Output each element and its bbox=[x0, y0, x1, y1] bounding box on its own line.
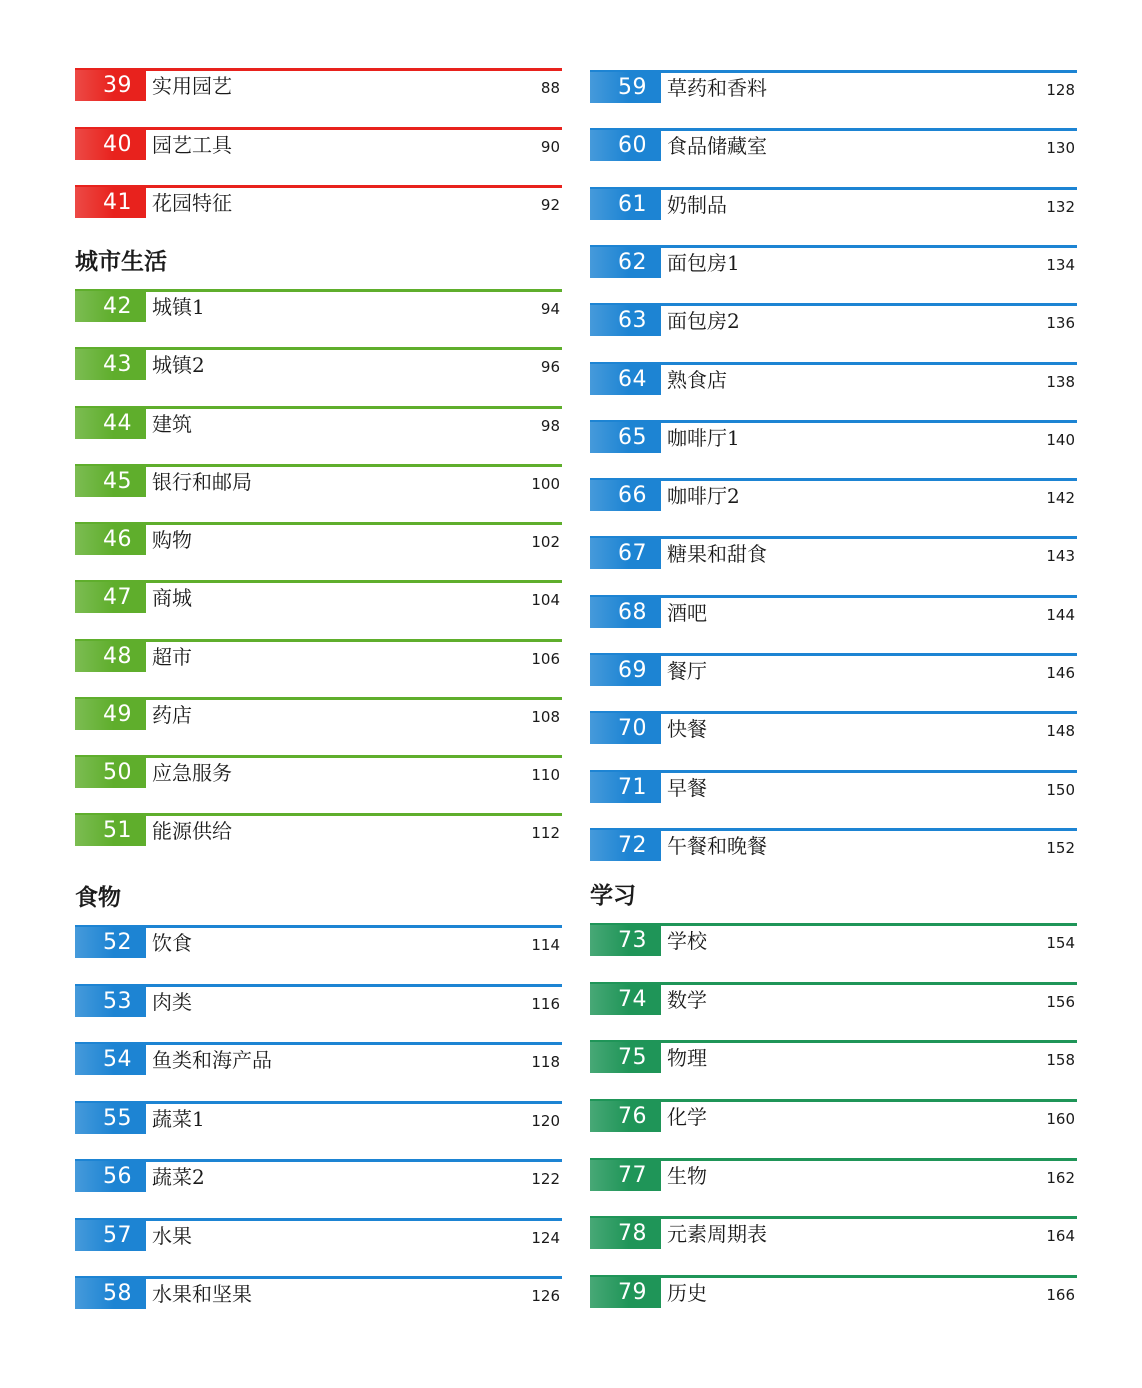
entry-rule-line bbox=[75, 289, 562, 292]
chapter-number-badge bbox=[590, 480, 661, 511]
entry-rule-line bbox=[590, 1275, 1077, 1278]
entry-title[interactable]: 酒吧 bbox=[667, 601, 707, 625]
entry-title[interactable]: 超市 bbox=[152, 645, 192, 669]
entry-title[interactable]: 鱼类和海产品 bbox=[152, 1048, 272, 1072]
entry-title[interactable]: 历史 bbox=[667, 1281, 707, 1305]
entry-title[interactable]: 药店 bbox=[152, 703, 192, 727]
entry-rule-line bbox=[75, 813, 562, 816]
chapter-number: 49 bbox=[103, 702, 132, 727]
chapter-number-badge bbox=[590, 1101, 661, 1132]
entry-title[interactable]: 城镇1 bbox=[152, 295, 205, 319]
entry-rule-line bbox=[590, 1040, 1077, 1043]
chapter-number: 42 bbox=[103, 294, 132, 319]
chapter-number: 62 bbox=[618, 250, 647, 275]
chapter-number: 78 bbox=[618, 1221, 647, 1246]
chapter-number: 68 bbox=[618, 600, 647, 625]
entry-title[interactable]: 银行和邮局 bbox=[152, 470, 252, 494]
toc-entry[interactable] bbox=[590, 536, 1077, 572]
chapter-number-badge bbox=[590, 713, 661, 744]
entry-rule-line bbox=[75, 406, 562, 409]
page-number: 132 bbox=[1046, 198, 1075, 216]
page-number: 112 bbox=[531, 824, 560, 842]
entry-rule-line bbox=[75, 580, 562, 583]
chapter-number: 59 bbox=[618, 75, 647, 100]
toc-entry[interactable] bbox=[75, 68, 562, 104]
toc-entry[interactable] bbox=[75, 813, 562, 849]
chapter-number-badge bbox=[75, 927, 146, 958]
chapter-number: 71 bbox=[618, 775, 647, 800]
chapter-number-badge bbox=[75, 349, 146, 380]
chapter-number-badge bbox=[75, 815, 146, 846]
entry-title[interactable]: 面包房1 bbox=[667, 251, 740, 275]
chapter-number-badge bbox=[590, 538, 661, 569]
entry-rule-line bbox=[75, 984, 562, 987]
entry-title[interactable]: 数学 bbox=[667, 988, 707, 1012]
page-number: 96 bbox=[540, 358, 560, 376]
chapter-number-badge bbox=[590, 130, 661, 161]
entry-title[interactable]: 化学 bbox=[667, 1105, 707, 1129]
entry-rule-line bbox=[75, 1042, 562, 1045]
page-number: 114 bbox=[531, 936, 560, 954]
entry-title[interactable]: 食品储藏室 bbox=[667, 134, 767, 158]
toc-entry[interactable] bbox=[590, 828, 1077, 864]
chapter-number-badge bbox=[75, 986, 146, 1017]
entry-title[interactable]: 肉类 bbox=[152, 990, 192, 1014]
toc-entry[interactable] bbox=[75, 1218, 562, 1254]
page-number: 158 bbox=[1046, 1051, 1075, 1069]
chapter-number: 43 bbox=[103, 352, 132, 377]
entry-rule-line bbox=[75, 697, 562, 700]
toc-entry[interactable] bbox=[75, 697, 562, 733]
page-number: 102 bbox=[531, 533, 560, 551]
page-number: 160 bbox=[1046, 1110, 1075, 1128]
toc-entry[interactable] bbox=[75, 127, 562, 163]
chapter-number: 65 bbox=[618, 425, 647, 450]
chapter-number-badge bbox=[590, 1277, 661, 1308]
chapter-number: 48 bbox=[103, 644, 132, 669]
chapter-number-badge bbox=[590, 305, 661, 336]
entry-title[interactable]: 实用园艺 bbox=[152, 74, 232, 98]
entry-title[interactable]: 花园特征 bbox=[152, 191, 232, 215]
chapter-number-badge bbox=[590, 247, 661, 278]
page-number: 136 bbox=[1046, 314, 1075, 332]
entry-rule-line bbox=[590, 187, 1077, 190]
toc-entry[interactable] bbox=[590, 711, 1077, 747]
toc-entry[interactable] bbox=[590, 982, 1077, 1018]
chapter-number: 67 bbox=[618, 541, 647, 566]
page-number: 130 bbox=[1046, 139, 1075, 157]
chapter-number: 57 bbox=[103, 1223, 132, 1248]
chapter-number: 50 bbox=[103, 760, 132, 785]
chapter-number: 45 bbox=[103, 469, 132, 494]
entry-rule-line bbox=[75, 185, 562, 188]
page-number: 128 bbox=[1046, 81, 1075, 99]
chapter-number: 51 bbox=[103, 818, 132, 843]
page-number: 98 bbox=[540, 417, 560, 435]
toc-entry[interactable] bbox=[590, 1040, 1077, 1076]
page-number: 124 bbox=[531, 1229, 560, 1247]
chapter-number: 64 bbox=[618, 367, 647, 392]
toc-entry[interactable] bbox=[75, 1042, 562, 1078]
page-number: 88 bbox=[540, 79, 560, 97]
entry-title[interactable]: 生物 bbox=[667, 1164, 707, 1188]
toc-entry[interactable] bbox=[590, 1099, 1077, 1135]
entry-title[interactable]: 奶制品 bbox=[667, 193, 727, 217]
entry-rule-line bbox=[75, 347, 562, 350]
chapter-number-badge bbox=[75, 70, 146, 101]
chapter-number: 39 bbox=[103, 73, 132, 98]
toc-entry[interactable] bbox=[590, 653, 1077, 689]
chapter-number: 69 bbox=[618, 658, 647, 683]
entry-title[interactable]: 城镇2 bbox=[152, 353, 205, 377]
chapter-number: 44 bbox=[103, 411, 132, 436]
chapter-number: 56 bbox=[103, 1164, 132, 1189]
entry-rule-line bbox=[590, 420, 1077, 423]
toc-entry[interactable] bbox=[590, 770, 1077, 806]
toc-entry[interactable] bbox=[590, 70, 1077, 106]
entry-title[interactable]: 物理 bbox=[667, 1046, 707, 1070]
entry-title[interactable]: 元素周期表 bbox=[667, 1222, 767, 1246]
entry-rule-line bbox=[75, 127, 562, 130]
chapter-number-badge bbox=[590, 597, 661, 628]
page-number: 148 bbox=[1046, 722, 1075, 740]
chapter-number: 66 bbox=[618, 483, 647, 508]
page-number: 154 bbox=[1046, 934, 1075, 952]
entry-rule-line bbox=[75, 1101, 562, 1104]
page-number: 146 bbox=[1046, 664, 1075, 682]
chapter-number-badge bbox=[75, 129, 146, 160]
entry-title[interactable]: 早餐 bbox=[667, 776, 707, 800]
chapter-number-badge bbox=[75, 1103, 146, 1134]
entry-rule-line bbox=[590, 245, 1077, 248]
chapter-number-badge bbox=[590, 1160, 661, 1191]
entry-rule-line bbox=[75, 68, 562, 71]
toc-entry[interactable] bbox=[75, 1101, 562, 1137]
chapter-number: 52 bbox=[103, 930, 132, 955]
entry-title[interactable]: 糖果和甜食 bbox=[667, 542, 767, 566]
page-number: 166 bbox=[1046, 1286, 1075, 1304]
chapter-number: 63 bbox=[618, 308, 647, 333]
entry-title[interactable]: 蔬菜1 bbox=[152, 1107, 205, 1131]
chapter-number-badge bbox=[75, 1044, 146, 1075]
chapter-number: 73 bbox=[618, 928, 647, 953]
entry-rule-line bbox=[75, 1218, 562, 1221]
chapter-number: 61 bbox=[618, 192, 647, 217]
entry-rule-line bbox=[590, 128, 1077, 131]
page-number: 94 bbox=[540, 300, 560, 318]
chapter-number-badge bbox=[590, 1042, 661, 1073]
toc-entry[interactable] bbox=[590, 128, 1077, 164]
chapter-number-badge bbox=[590, 830, 661, 861]
page-number: 150 bbox=[1046, 781, 1075, 799]
entry-rule-line bbox=[590, 653, 1077, 656]
section-heading: 食物 bbox=[75, 885, 121, 911]
chapter-number: 60 bbox=[618, 133, 647, 158]
page-number: 90 bbox=[540, 138, 560, 156]
chapter-number: 79 bbox=[618, 1280, 647, 1305]
chapter-number-badge bbox=[75, 408, 146, 439]
entry-title[interactable]: 学校 bbox=[667, 929, 707, 953]
page-number: 126 bbox=[531, 1287, 560, 1305]
entry-rule-line bbox=[75, 755, 562, 758]
chapter-number-badge bbox=[75, 1278, 146, 1309]
toc-entry[interactable] bbox=[75, 639, 562, 675]
chapter-number-badge bbox=[75, 524, 146, 555]
chapter-number-badge bbox=[590, 925, 661, 956]
chapter-number-badge bbox=[75, 582, 146, 613]
entry-rule-line bbox=[590, 982, 1077, 985]
page-number: 144 bbox=[1046, 606, 1075, 624]
toc-entry[interactable] bbox=[75, 289, 562, 325]
entry-rule-line bbox=[590, 536, 1077, 539]
toc-entry[interactable] bbox=[75, 1159, 562, 1195]
toc-entry[interactable] bbox=[75, 185, 562, 221]
chapter-number-badge bbox=[75, 699, 146, 730]
chapter-number-badge bbox=[590, 364, 661, 395]
entry-title[interactable]: 咖啡厅2 bbox=[667, 484, 740, 508]
chapter-number-badge bbox=[590, 1218, 661, 1249]
entry-title[interactable]: 餐厅 bbox=[667, 659, 707, 683]
chapter-number-badge bbox=[75, 466, 146, 497]
entry-rule-line bbox=[590, 711, 1077, 714]
page-number: 110 bbox=[531, 766, 560, 784]
entry-title[interactable]: 水果和坚果 bbox=[152, 1282, 252, 1306]
entry-title[interactable]: 面包房2 bbox=[667, 309, 740, 333]
toc-entry[interactable] bbox=[590, 923, 1077, 959]
chapter-number: 75 bbox=[618, 1045, 647, 1070]
entry-title[interactable]: 快餐 bbox=[667, 717, 707, 741]
chapter-number: 74 bbox=[618, 987, 647, 1012]
toc-entry[interactable] bbox=[75, 522, 562, 558]
page-number: 162 bbox=[1046, 1169, 1075, 1187]
entry-rule-line bbox=[75, 1159, 562, 1162]
toc-entry[interactable] bbox=[75, 464, 562, 500]
toc-entry[interactable] bbox=[590, 478, 1077, 514]
entry-title[interactable]: 咖啡厅1 bbox=[667, 426, 740, 450]
page-number: 156 bbox=[1046, 993, 1075, 1011]
page-number: 100 bbox=[531, 475, 560, 493]
toc-entry[interactable] bbox=[590, 595, 1077, 631]
chapter-number: 72 bbox=[618, 833, 647, 858]
chapter-number-badge bbox=[75, 641, 146, 672]
entry-rule-line bbox=[590, 1099, 1077, 1102]
entry-title[interactable]: 商城 bbox=[152, 586, 192, 610]
page-number: 118 bbox=[531, 1053, 560, 1071]
toc-entry[interactable] bbox=[590, 187, 1077, 223]
entry-title[interactable]: 购物 bbox=[152, 528, 192, 552]
chapter-number-badge bbox=[75, 291, 146, 322]
chapter-number-badge bbox=[590, 72, 661, 103]
chapter-number: 77 bbox=[618, 1163, 647, 1188]
entry-rule-line bbox=[75, 464, 562, 467]
page-number: 143 bbox=[1046, 547, 1075, 565]
toc-entry[interactable] bbox=[590, 1158, 1077, 1194]
toc-entry[interactable] bbox=[590, 1275, 1077, 1311]
entry-title[interactable]: 应急服务 bbox=[152, 761, 232, 785]
chapter-number: 47 bbox=[103, 585, 132, 610]
entry-rule-line bbox=[590, 70, 1077, 73]
entry-title[interactable]: 能源供给 bbox=[152, 819, 232, 843]
chapter-number-badge bbox=[75, 187, 146, 218]
toc-entry[interactable] bbox=[590, 303, 1077, 339]
page-number: 134 bbox=[1046, 256, 1075, 274]
chapter-number-badge bbox=[590, 422, 661, 453]
toc-entry[interactable] bbox=[75, 925, 562, 961]
page-number: 106 bbox=[531, 650, 560, 668]
chapter-number: 46 bbox=[103, 527, 132, 552]
entry-title[interactable]: 饮食 bbox=[152, 931, 192, 955]
entry-rule-line bbox=[75, 925, 562, 928]
entry-title[interactable]: 午餐和晚餐 bbox=[667, 834, 767, 858]
entry-rule-line bbox=[590, 1216, 1077, 1219]
entry-title[interactable]: 草药和香料 bbox=[667, 76, 767, 100]
chapter-number: 58 bbox=[103, 1281, 132, 1306]
entry-rule-line bbox=[590, 595, 1077, 598]
toc-entry[interactable] bbox=[590, 362, 1077, 398]
chapter-number: 76 bbox=[618, 1104, 647, 1129]
entry-rule-line bbox=[590, 303, 1077, 306]
entry-rule-line bbox=[75, 1276, 562, 1279]
toc-entry[interactable] bbox=[75, 755, 562, 791]
chapter-number: 55 bbox=[103, 1106, 132, 1131]
page-number: 122 bbox=[531, 1170, 560, 1188]
page-number: 120 bbox=[531, 1112, 560, 1130]
chapter-number-badge bbox=[590, 655, 661, 686]
entry-rule-line bbox=[590, 770, 1077, 773]
page-number: 142 bbox=[1046, 489, 1075, 507]
toc-entry[interactable] bbox=[75, 1276, 562, 1312]
toc-entry[interactable] bbox=[75, 580, 562, 616]
toc-column-right bbox=[590, 0, 1077, 1388]
chapter-number-badge bbox=[590, 772, 661, 803]
section-heading: 学习 bbox=[590, 883, 636, 909]
chapter-number: 53 bbox=[103, 989, 132, 1014]
entry-title[interactable]: 园艺工具 bbox=[152, 133, 232, 157]
toc-entry[interactable] bbox=[75, 347, 562, 383]
entry-rule-line bbox=[590, 1158, 1077, 1161]
entry-rule-line bbox=[590, 478, 1077, 481]
page-number: 108 bbox=[531, 708, 560, 726]
toc-entry[interactable] bbox=[590, 420, 1077, 456]
page-number: 138 bbox=[1046, 373, 1075, 391]
chapter-number: 41 bbox=[103, 190, 132, 215]
entry-rule-line bbox=[75, 522, 562, 525]
chapter-number-badge bbox=[75, 1220, 146, 1251]
chapter-number: 54 bbox=[103, 1047, 132, 1072]
chapter-number-badge bbox=[590, 984, 661, 1015]
section-heading: 城市生活 bbox=[75, 249, 167, 275]
entry-title[interactable]: 建筑 bbox=[152, 412, 192, 436]
page-number: 140 bbox=[1046, 431, 1075, 449]
page-number: 116 bbox=[531, 995, 560, 1013]
page-number: 164 bbox=[1046, 1227, 1075, 1245]
page-number: 152 bbox=[1046, 839, 1075, 857]
chapter-number: 70 bbox=[618, 716, 647, 741]
entry-rule-line bbox=[590, 362, 1077, 365]
entry-title[interactable]: 熟食店 bbox=[667, 368, 727, 392]
chapter-number-badge bbox=[75, 757, 146, 788]
toc-entry[interactable] bbox=[75, 984, 562, 1020]
chapter-number-badge bbox=[590, 189, 661, 220]
chapter-number: 40 bbox=[103, 132, 132, 157]
entry-title[interactable]: 蔬菜2 bbox=[152, 1165, 205, 1189]
toc-entry[interactable] bbox=[590, 1216, 1077, 1252]
toc-column-left bbox=[75, 0, 562, 1388]
entry-rule-line bbox=[590, 828, 1077, 831]
entry-rule-line bbox=[590, 923, 1077, 926]
entry-rule-line bbox=[75, 639, 562, 642]
entry-title[interactable]: 水果 bbox=[152, 1224, 192, 1248]
page-number: 104 bbox=[531, 591, 560, 609]
toc-entry[interactable] bbox=[590, 245, 1077, 281]
page-number: 92 bbox=[540, 196, 560, 214]
chapter-number-badge bbox=[75, 1161, 146, 1192]
toc-entry[interactable] bbox=[75, 406, 562, 442]
